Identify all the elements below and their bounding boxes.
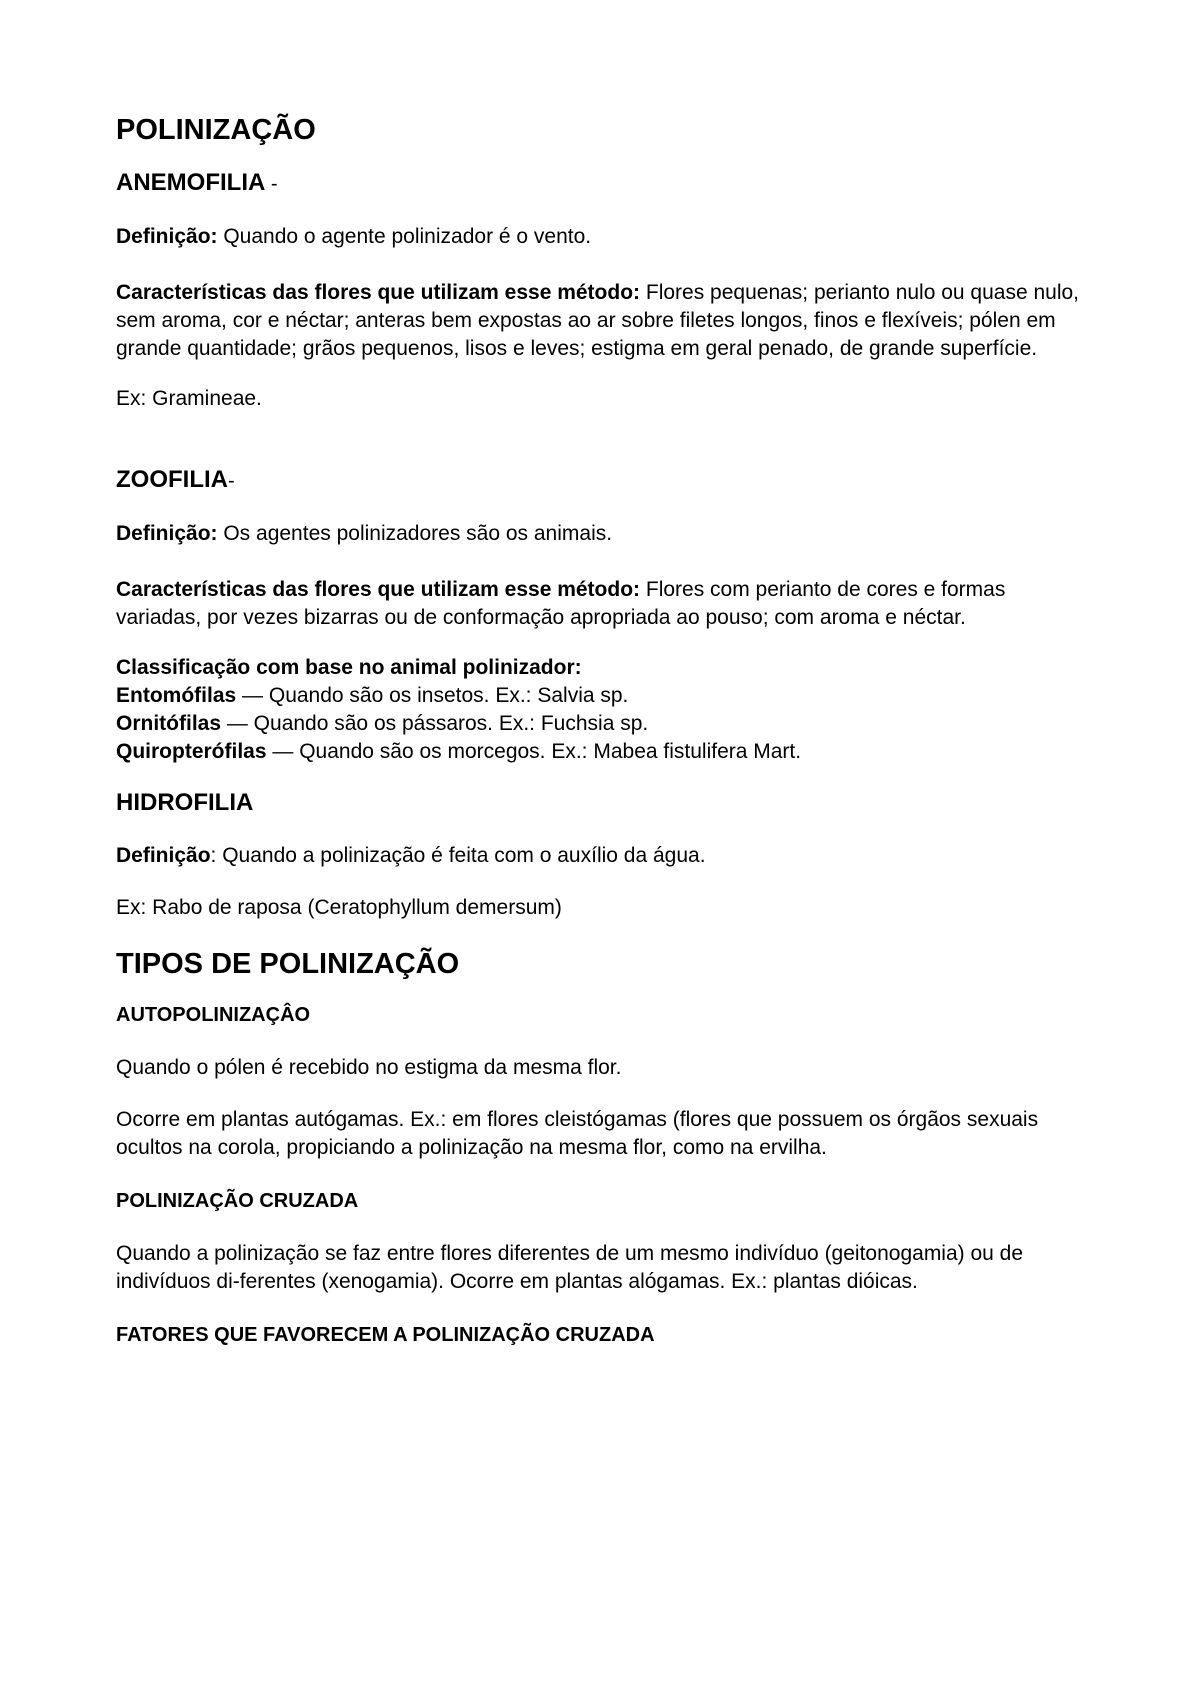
anemofilia-definicao [116,223,1090,251]
autopolinizacao-paragraph-1: Quando o pólen é recebido no estigma da mesma flor. [116,1056,622,1079]
zoofilia-heading-suffix: - [227,470,235,492]
fatores-heading: FATORES QUE FAVORECEM A POLINIZAÇÃO CRUZADA [116,1324,655,1346]
zoofilia-definicao-text: Os agentes polinizadores são os animais. [217,522,613,545]
hidrofilia-exemplo: Ex: Rabo de raposa (Ceratophyllum demersum) [116,896,562,919]
anemofilia-definicao-text: Quando o agente polinizador é o vento. [217,225,592,248]
anemofilia-heading-text: ANEMOFILIA [116,169,266,196]
classificacao-item-label: Entomófilas [116,684,237,707]
hidrofilia-heading: HIDROFILIA [116,789,254,816]
zoofilia-heading [116,465,1090,496]
anemofilia-definicao-label: Definição: [116,225,218,248]
classificacao-item-label: Quiropterófilas [116,740,267,763]
classificacao-item [116,738,1090,766]
zoofilia-caracteristicas-text: Flores com perianto de cores e formas variadas, por vezes bizarras ou de conformação apropriada ao pouso; com aroma e néctar. [116,578,1006,629]
classificacao-heading [116,654,1090,682]
autopolinizacao-paragraph-2: Ocorre em plantas autógamas. Ex.: em flores cleistógamas (flores que possuem os órgãos sexuais ocultos na corola, propiciando a polinização na mesma flor, como na ervilha. [116,1108,1039,1159]
zoofilia-definicao [116,520,1090,548]
classificacao-label: Classificação com base no animal polinizador: [116,656,582,679]
classificacao-item [116,682,1090,710]
anemofilia-exemplo: Ex: Gramineae. [116,387,262,410]
classificacao-item-label: Ornitófilas [116,712,222,735]
zoofilia-caracteristicas [116,576,1090,632]
classificacao-item-text: — Quando são os insetos. Ex.: Salvia sp. [236,684,629,707]
hidrofilia-definicao [116,842,1090,870]
autopolinizacao-heading: AUTOPOLINIZAÇÂO [116,1004,311,1026]
polinizacao-cruzada-heading: POLINIZAÇÃO CRUZADA [116,1190,359,1212]
zoofilia-definicao-label: Definição: [116,522,218,545]
hidrofilia-definicao-text: : Quando a polinização é feita com o auxílio da água. [210,844,706,867]
anemofilia-caracteristicas-label: Características das flores que utilizam esse método: [116,281,641,304]
classificacao-item-text: — Quando são os morcegos. Ex.: Mabea fistulifera Mart. [266,740,802,763]
polinizacao-cruzada-paragraph: Quando a polinização se faz entre flores diferentes de um mesmo indivíduo (geitonogamia) ou de indivíduos di-ferentes (xenogamia). Ocorre em plantas alógamas. Ex.: plantas dióicas. [116,1242,1024,1293]
anemofilia-heading-suffix: - [265,173,278,195]
classificacao-item [116,710,1090,738]
anemofilia-caracteristicas [116,279,1090,363]
zoofilia-classificacao [116,654,1090,766]
zoofilia-heading-text: ZOOFILIA [116,466,228,493]
anemofilia-heading [116,168,1090,199]
document-title: POLINIZAÇÃO [116,114,316,146]
tipos-heading: TIPOS DE POLINIZAÇÃO [116,948,460,980]
classificacao-item-text: — Quando são os pássaros. Ex.: Fuchsia sp. [221,712,649,735]
zoofilia-caracteristicas-label: Características das flores que utilizam esse método: [116,578,641,601]
anemofilia-caracteristicas-text: Flores pequenas; perianto nulo ou quase nulo, sem aroma, cor e néctar; anteras bem expostas ao ar sobre filetes longos, finos e flexíveis; pólen em grande quantidade; grãos pequenos, lisos e leves; estigma em geral penado, de grande superfície. [116,281,1080,360]
hidrofilia-definicao-label: Definição [116,844,211,867]
